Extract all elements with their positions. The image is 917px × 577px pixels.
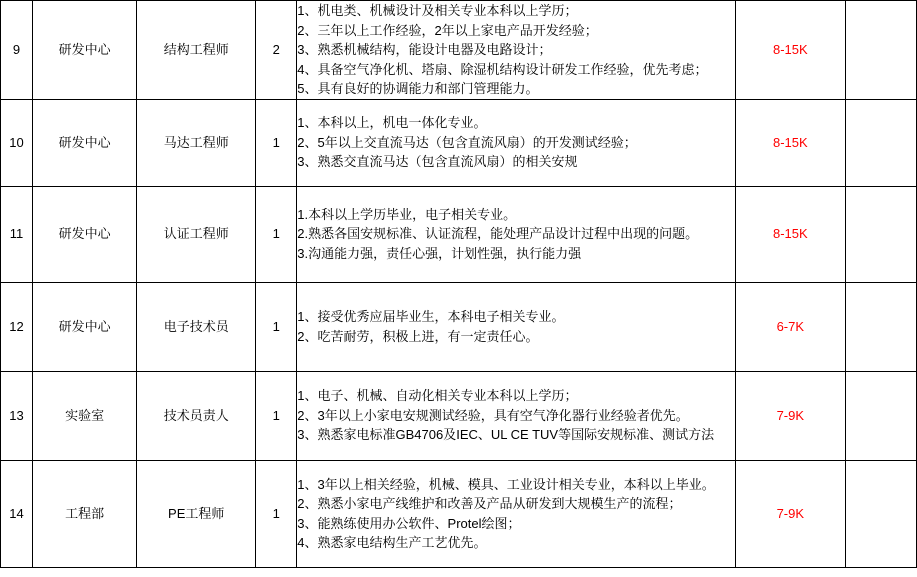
table-row [1,282,917,371]
row-department: 研发中心 [33,99,137,186]
row-index: 12 [1,282,33,371]
row-salary: 8-15K [735,99,845,186]
row-requirements [297,1,735,100]
row-headcount: 1 [256,186,297,282]
requirement-line: 1、电子、机械、自动化相关专业本科以上学历； [297,388,578,404]
row-salary: 6-7K [735,282,845,371]
row-headcount: 1 [256,460,297,567]
requirement-line: 1、机电类、机械设计及相关专业本科以上学历； [297,3,578,18]
requirement-line: 2、三年以上工作经验，2年以上家电产品开发经验； [297,22,598,38]
requirement-line: 2.熟悉各国安规标准、认证流程，能处理产品设计过程中出现的问题。 [297,226,699,242]
row-note [845,371,916,460]
row-requirements [297,186,735,282]
row-job-title: 结构工程师 [137,1,256,100]
row-note [845,282,916,371]
requirement-line: 1、接受优秀应届毕业生，本科电子相关专业。 [297,309,565,324]
requirement-line: 1、本科以上，机电一体化专业。 [297,115,487,131]
row-salary: 7-9K [735,460,845,567]
row-headcount: 1 [256,371,297,460]
row-index: 13 [1,371,33,460]
row-index: 9 [1,1,33,100]
requirement-line: 3.沟通能力强，责任心强，计划性强，执行能力强 [297,245,582,261]
row-requirements [297,282,735,371]
requirement-line: 3、熟悉家电标准GB4706及IEC、UL CE TUV等国际安规标准、测试方法 [297,427,715,443]
row-note [845,186,916,282]
job-listing-body [1,1,917,568]
row-department: 研发中心 [33,1,137,100]
requirement-line: 3、能熟练使用办公软件、Protel绘图； [297,515,521,531]
row-job-title: 马达工程师 [137,99,256,186]
table-row [1,1,917,100]
row-department: 实验室 [33,371,137,460]
table-row [1,186,917,282]
row-salary: 7-9K [735,371,845,460]
row-headcount: 2 [256,1,297,100]
requirement-line: 2、5年以上交直流马达（包含直流风扇）的开发测试经验； [297,134,637,150]
row-department: 研发中心 [33,282,137,371]
row-job-title: 电子技术员 [137,282,256,371]
requirement-line: 2、熟悉小家电产线维护和改善及产品从研发到大规模生产的流程； [297,496,682,511]
requirement-line: 4、熟悉家电结构生产工艺优先。 [297,535,487,550]
row-department: 研发中心 [33,186,137,282]
row-note [845,460,916,567]
requirement-line: 2、3年以上小家电安规测试经验，具有空气净化器行业经验者优先。 [297,407,689,423]
requirement-line: 2、吃苦耐劳，积极上进，有一定责任心。 [297,328,539,344]
row-headcount: 1 [256,282,297,371]
table-row [1,460,917,567]
table-row [1,99,917,186]
requirement-line: 4、具备空气净化机、塔扇、除湿机结构设计研发工作经验，优先考虑； [297,61,708,77]
requirement-line: 3、熟悉机械结构，能设计电器及电路设计； [297,42,552,57]
row-requirements [297,460,735,567]
row-job-title: 认证工程师 [137,186,256,282]
row-salary: 8-15K [735,1,845,100]
requirement-line: 5、具有良好的协调能力和部门管理能力。 [297,81,539,96]
row-department: 工程部 [33,460,137,567]
row-index: 10 [1,99,33,186]
row-index: 11 [1,186,33,282]
row-index: 14 [1,460,33,567]
row-requirements [297,99,735,186]
requirement-line: 3、熟悉交直流马达（包含直流风扇）的相关安规 [297,154,578,170]
requirement-line: 1、3年以上相关经验，机械、模具、工业设计相关专业，本科以上毕业。 [297,476,715,492]
row-note [845,99,916,186]
row-job-title: 技术员责人 [137,371,256,460]
row-headcount: 1 [256,99,297,186]
row-note [845,1,916,100]
row-requirements [297,371,735,460]
table-row [1,371,917,460]
row-salary: 8-15K [735,186,845,282]
requirement-line: 1.本科以上学历毕业，电子相关专业。 [297,206,517,222]
row-job-title: PE工程师 [137,460,256,567]
